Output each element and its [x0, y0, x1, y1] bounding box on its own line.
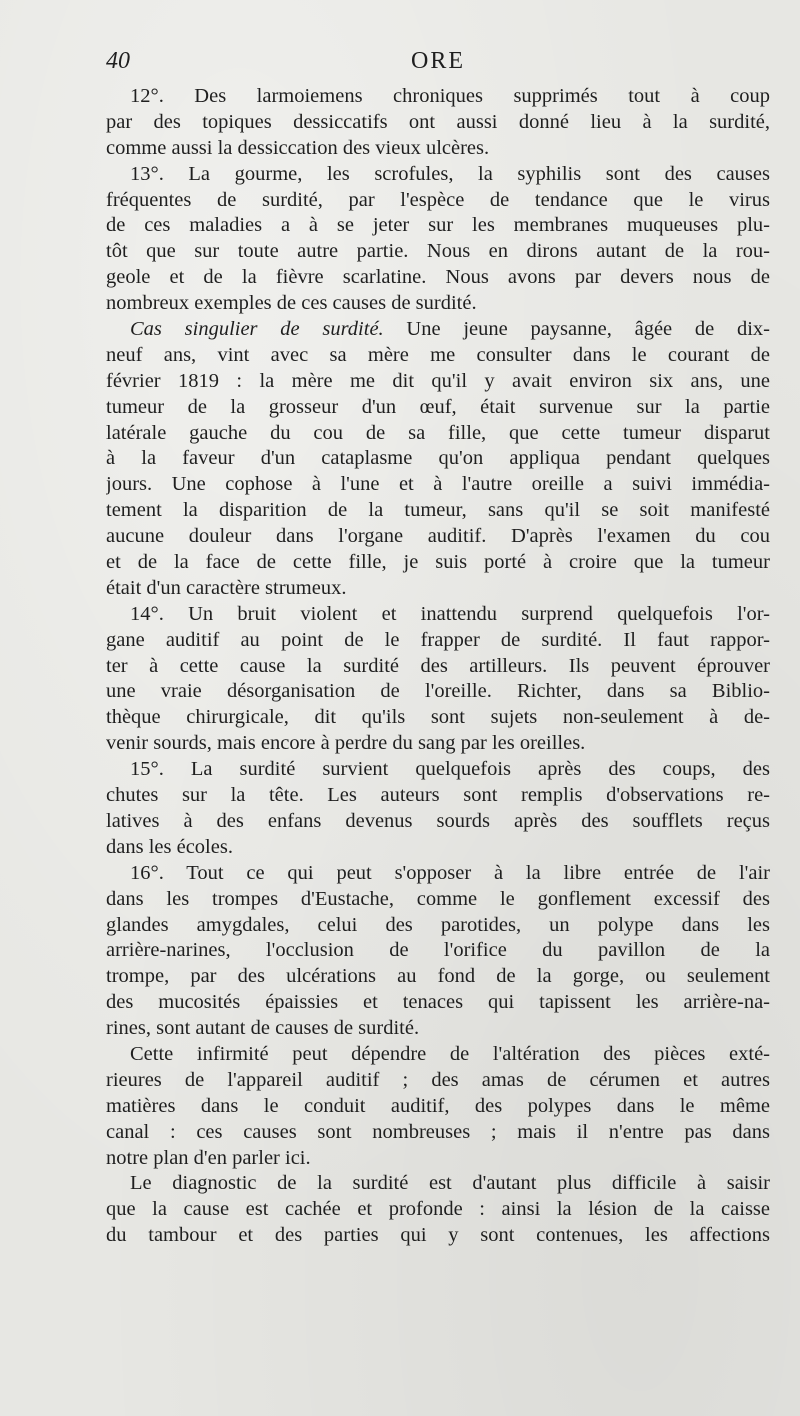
text-line: par des topiques dessiccatifs ont aussi donné lieu à la surdité, [106, 110, 770, 133]
text-line: ter à cette cause la surdité des artilleurs. Ils peuvent éprouver [106, 654, 770, 677]
text-line: latérale gauche du cou de sa fille, que cette tumeur disparut [106, 421, 770, 444]
text-line: 12°. Des larmoiemens chroniques supprimés tout à coup [130, 85, 770, 107]
text-line: latives à des enfans devenus sourds après des soufflets reçus [106, 809, 770, 832]
text-line: fréquentes de surdité, par l'espèce de tendance que le virus [106, 188, 770, 211]
text-line: février 1819 : la mère me dit qu'il y avait environ six ans, une [106, 369, 770, 392]
text-line: jours. Une cophose à l'une et à l'autre oreille a suivi immédia- [106, 473, 770, 496]
text-line: à la faveur d'un cataplasme qu'on appliqua pendant quelques [106, 447, 770, 470]
text-line: 14°. Un bruit violent et inattendu surprend quelquefois l'or- [130, 602, 770, 625]
text-line: chutes sur la tête. Les auteurs sont remplis d'observations re- [106, 784, 770, 807]
text-line: dans les écoles. [106, 835, 233, 858]
text-fragment: Une jeune paysanne, âgée de dix- [383, 318, 770, 341]
text-line: matières dans le conduit auditif, des polypes dans le même [106, 1094, 770, 1117]
text-line: tôt que sur toute autre partie. Nous en dirons autant de la rou- [106, 240, 770, 263]
page-header [106, 48, 770, 80]
page-number: 40 [106, 48, 130, 74]
text-line: trompe, par des ulcérations au fond de la gorge, ou seulement [106, 965, 770, 988]
text-line: arrière-narines, l'occlusion de l'orifice du pavillon de la [106, 939, 770, 962]
text-line: gane auditif au point de le frapper de surdité. Il faut rappor- [106, 628, 770, 651]
text-line: 16°. Tout ce qui peut s'opposer à la libre entrée de l'air [130, 861, 770, 884]
text-line: de ces maladies a à se jeter sur les membranes muqueuses plu- [106, 214, 770, 237]
text-line: tement la disparition de la tumeur, sans qu'il se soit manifesté [106, 499, 770, 522]
text-line: venir sourds, mais encore à perdre du sang par les oreilles. [106, 732, 586, 755]
text-line: thèque chirurgicale, dit qu'ils sont sujets non-seulement à de- [106, 706, 770, 729]
text-line: des mucosités épaissies et tenaces qui tapissent les arrière-na- [106, 991, 770, 1014]
text-line: du tambour et des parties qui y sont contenues, les affections [106, 1224, 770, 1247]
text-line: neuf ans, vint avec sa mère me consulter dans le courant de [106, 343, 770, 366]
text-line: rines, sont autant de causes de surdité. [106, 1017, 420, 1040]
italic-heading: Cas singulier de surdité. [130, 318, 384, 341]
text-line: était d'un caractère strumeux. [106, 576, 347, 599]
text-line: et de la face de cette fille, je suis porté à croire que la tumeur [106, 551, 770, 574]
text-line: rieures de l'appareil auditif ; des amas de cérumen et autres [106, 1068, 770, 1091]
text-line: canal : ces causes sont nombreuses ; mais il n'entre pas dans [106, 1120, 770, 1143]
text-line: une vraie désorganisation de l'oreille. Richter, dans sa Biblio- [106, 680, 770, 703]
body-text [106, 84, 770, 1249]
text-line: Le diagnostic de la surdité est d'autant plus difficile à saisir [130, 1172, 770, 1195]
text-line: tumeur de la grosseur d'un œuf, était survenue sur la partie [106, 395, 770, 418]
text-line: que la cause est cachée et profonde : ainsi la lésion de la caisse [106, 1198, 770, 1221]
text-line: notre plan d'en parler ici. [106, 1146, 311, 1169]
text-line: nombreux exemples de ces causes de surdité. [106, 292, 477, 315]
text-line: comme aussi la dessiccation des vieux ulcères. [106, 136, 490, 159]
text-line [106, 317, 770, 343]
text-line: geole et de la fièvre scarlatine. Nous avons par devers nous de [106, 266, 770, 289]
text-line: glandes amygdales, celui des parotides, un polype dans les [106, 913, 770, 936]
text-line: Cette infirmité peut dépendre de l'altération des pièces exté- [130, 1042, 770, 1065]
running-head: ORE [411, 48, 465, 74]
text-line: 15°. La surdité survient quelquefois après des coups, des [130, 758, 770, 781]
text-line: aucune douleur dans l'organe auditif. D'après l'examen du cou [106, 525, 770, 548]
text-line: dans les trompes d'Eustache, comme le gonflement excessif des [106, 887, 770, 910]
text-line: 13°. La gourme, les scrofules, la syphilis sont des causes [130, 162, 770, 185]
